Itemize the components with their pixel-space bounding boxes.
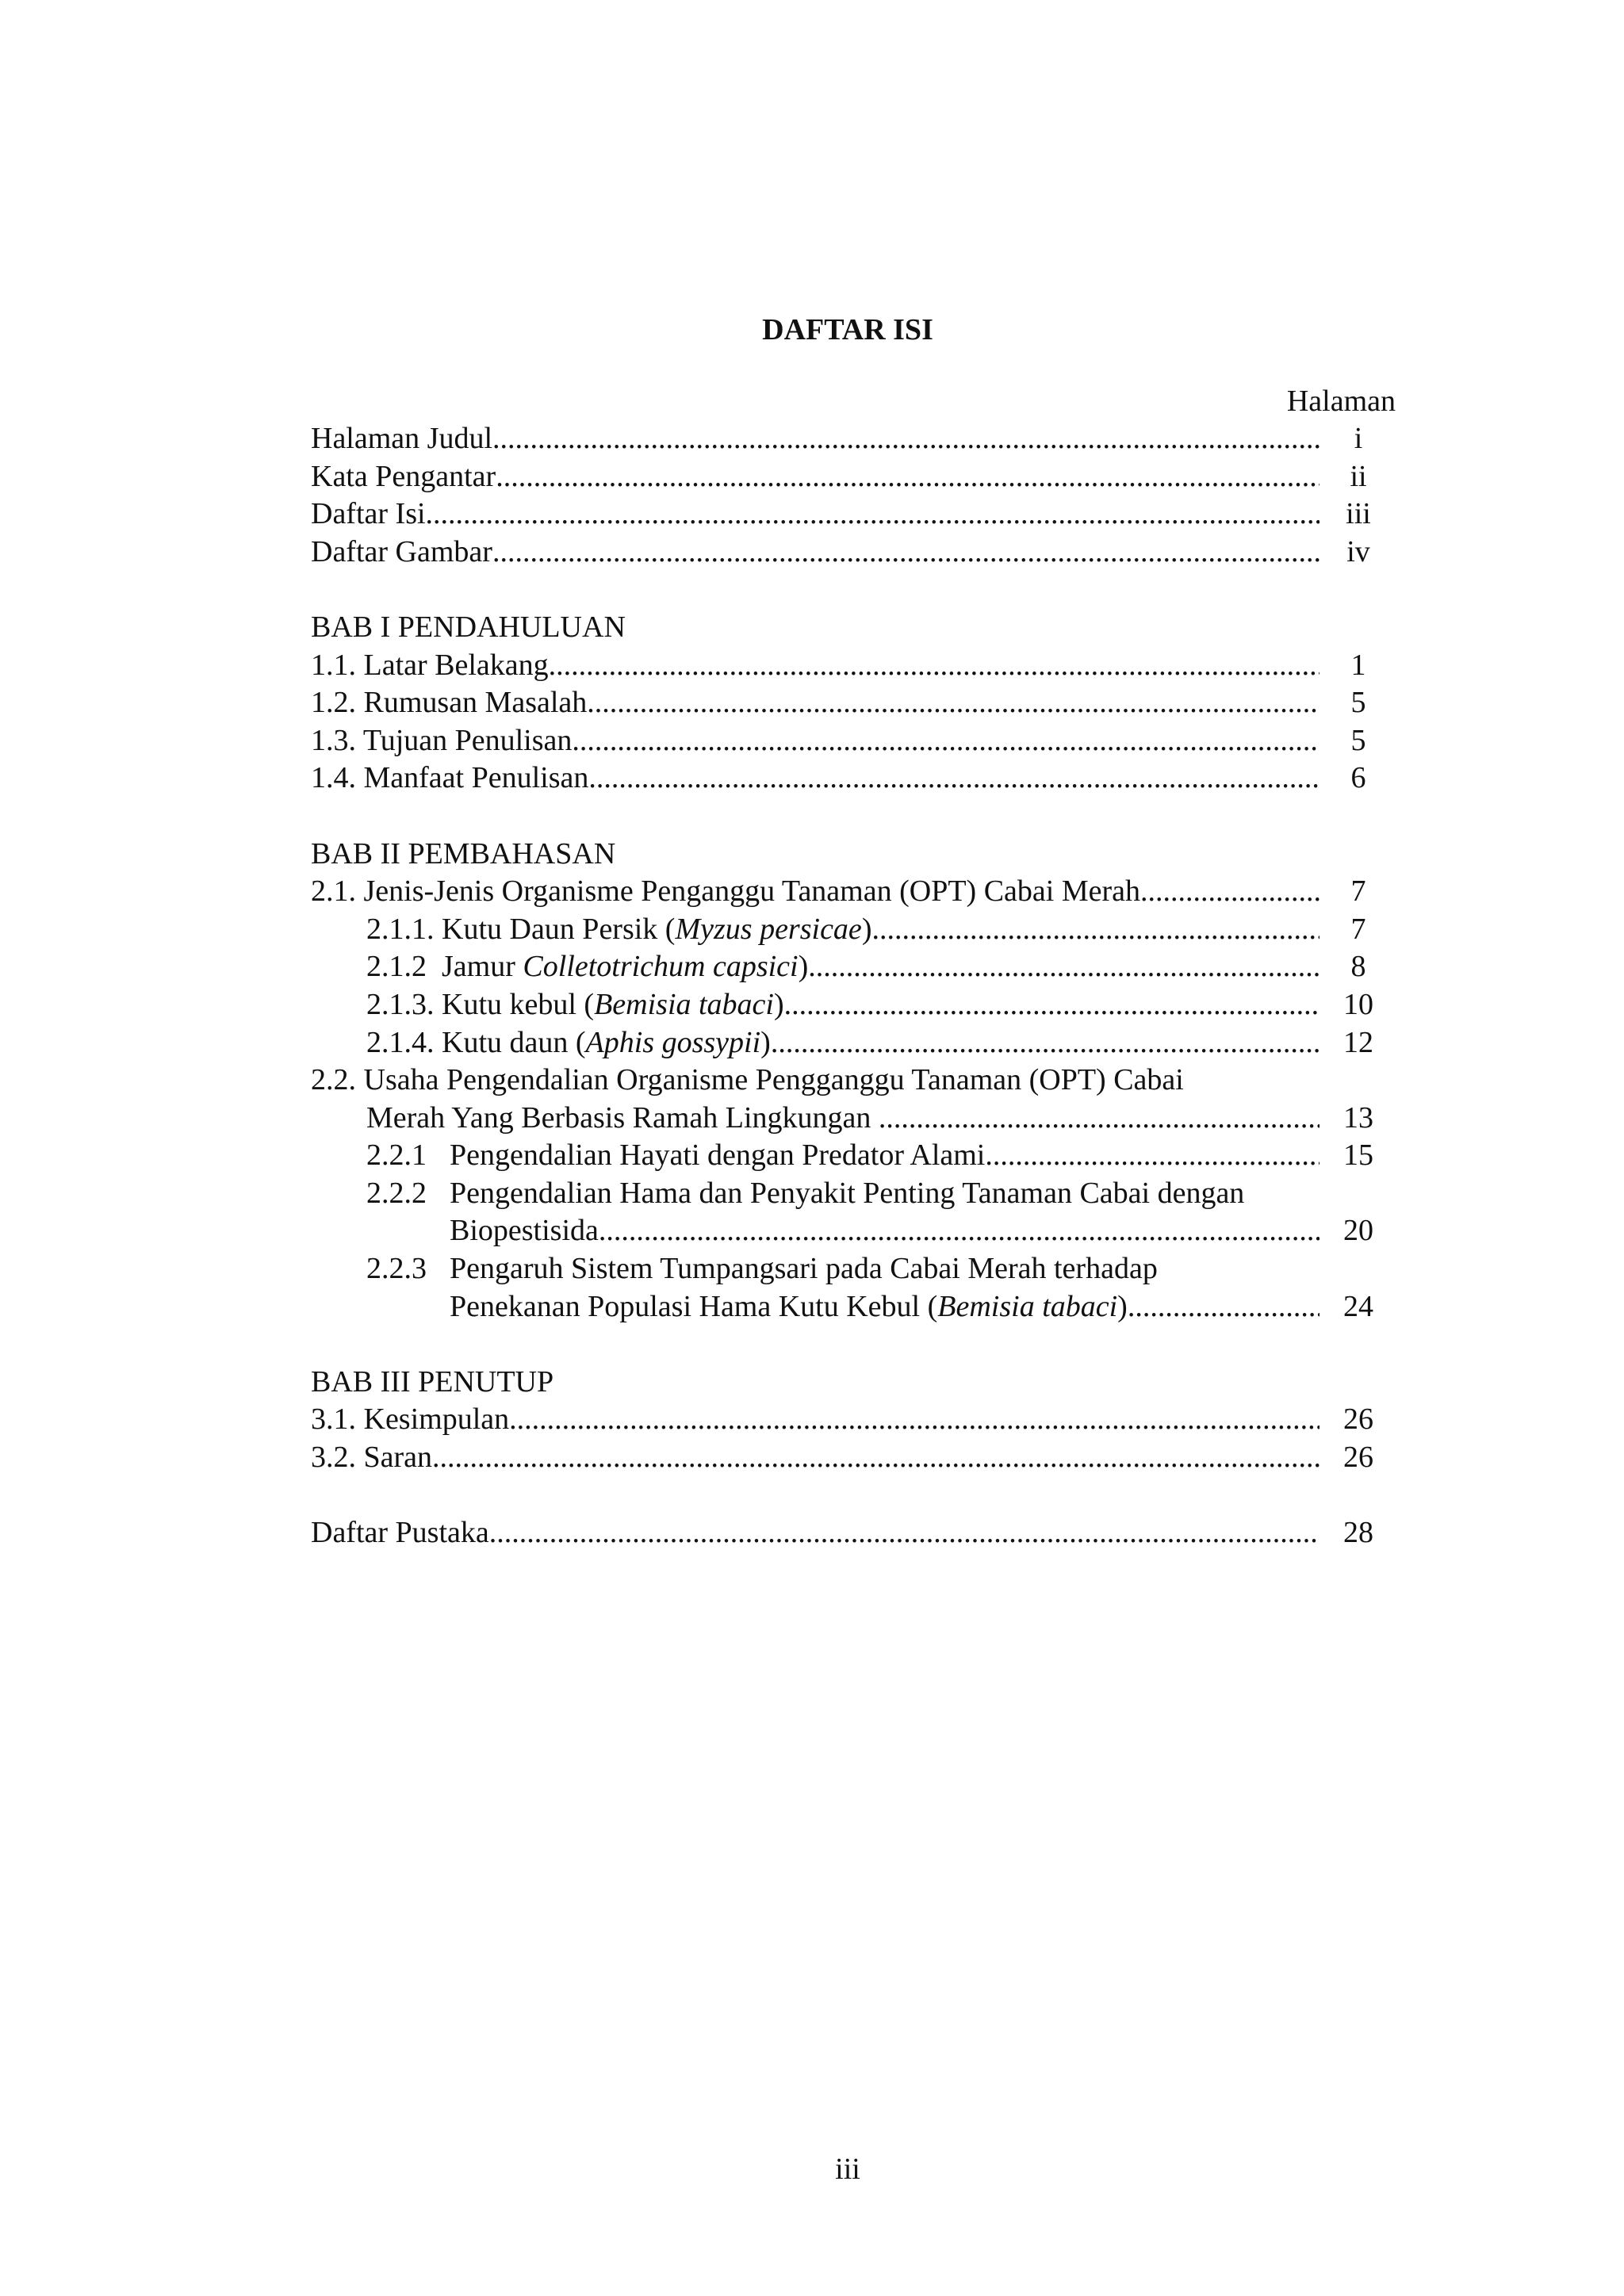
toc-entry-2-2-1[interactable] [311,1137,1397,1175]
toc-entry-label: Daftar Pustaka [311,1516,489,1550]
toc-entry-2-2-2[interactable] [311,1175,1397,1213]
toc-entry-page: 20 [1343,1214,1373,1248]
scientific-name: Myzus persicae [675,912,862,946]
chapter-heading-label: BAB III PENUTUP [311,1364,554,1399]
label-text: Pengendalian Hayati dengan Predator Alami [450,1138,986,1173]
toc-entry-label: 2.2. Usaha Pengendalian Organisme Pengganggu Tanaman (OPT) Cabai [311,1063,1184,1097]
chapter-heading-bab2[interactable] [311,836,1397,874]
toc-entry-label [450,1288,1128,1326]
leader-dots [426,496,1320,534]
leader-dots [572,722,1320,760]
toc-entry-page: 26 [1343,1441,1373,1475]
toc-entry-2-1-1[interactable] [311,911,1397,949]
page-title: DAFTAR ISI [762,313,933,346]
page-number: iii [835,2152,860,2186]
section-number: 2.2.1 [366,1138,427,1173]
label-text: Pengaruh Sistem Tumpangsari pada Cabai Merah terhadap [450,1252,1158,1286]
toc-entry-page: 5 [1350,686,1366,720]
toc-entry-halaman-judul[interactable] [311,420,1397,458]
leader-dots [492,420,1320,458]
toc-entry-page: 10 [1343,987,1373,1021]
toc-entry-daftar-isi[interactable] [311,496,1397,534]
leader-dots [509,1401,1320,1439]
toc-entry-page: 8 [1350,950,1366,984]
label-text: ) [760,1025,771,1059]
leader-dots [599,1212,1320,1250]
toc-entry-label: 3.2. Saran [311,1441,433,1475]
toc-entry-1-3[interactable] [311,722,1397,760]
leader-dots [587,684,1320,722]
toc-entry-page: 7 [1350,874,1366,909]
scientific-name: Colletotrichum capsici [523,950,799,984]
toc-entry-page: 26 [1343,1402,1373,1437]
toc-entry-kata-pengantar[interactable] [311,458,1397,496]
toc-entry-2-1-3[interactable] [311,986,1397,1024]
leader-dots [588,760,1320,798]
label-text: ) [1117,1289,1128,1323]
toc-entry-page: iv [1346,534,1370,568]
chapter-heading-bab1[interactable] [311,609,1397,647]
label-text: 2.1.1. Kutu Daun Persik ( [366,912,676,946]
toc-entry-label: Kata Pengantar [311,459,496,493]
toc-entry-page: 28 [1343,1516,1373,1550]
toc-entry-page: i [1354,422,1363,455]
toc-entry-label: Merah Yang Berbasis Ramah Lingkungan [366,1100,879,1135]
label-text: 2.1.2 Jamur [366,950,523,984]
toc-entry-page: ii [1350,459,1367,493]
toc-entry-label [366,948,808,986]
table-of-contents [311,382,1397,1552]
toc-entry-label [366,1024,771,1062]
toc-entry-1-1[interactable] [311,647,1397,685]
leader-dots [879,1100,1320,1138]
label-text: ) [773,987,784,1021]
toc-entry-label: Halaman Judul [311,422,493,455]
section-number: 2.2.3 [366,1252,427,1286]
toc-entry-2-2-2-continued[interactable] [311,1212,1397,1250]
toc-entry-daftar-gambar[interactable] [311,534,1397,572]
toc-entry-label [366,1175,1244,1213]
leader-dots [985,1137,1320,1175]
toc-entry-2-2-continued[interactable] [311,1100,1397,1138]
page-column-header: Halaman [1286,385,1396,418]
toc-entry-2-2-3[interactable] [311,1250,1397,1288]
toc-entry-page: 5 [1350,723,1366,757]
chapter-heading-bab3[interactable] [311,1364,1397,1402]
toc-entry-page: 24 [1343,1289,1373,1323]
leader-dots [549,647,1320,685]
leader-dots [432,1439,1320,1477]
toc-entry-label [366,1250,1158,1288]
leader-dots [808,948,1320,986]
label-text: Penekanan Populasi Hama Kutu Kebul ( [450,1289,938,1323]
label-text: Pengendalian Hama dan Penyakit Penting Tanaman Cabai dengan [450,1176,1245,1210]
leader-dots [871,911,1320,949]
leader-dots [489,1514,1320,1552]
toc-entry-page: 12 [1343,1025,1373,1059]
label-text: 2.1.4. Kutu daun ( [366,1025,586,1059]
toc-entry-2-1-4[interactable] [311,1024,1397,1062]
toc-entry-label: Biopestisida [450,1214,599,1248]
toc-entry-label [366,986,784,1024]
toc-entry-1-4[interactable] [311,760,1397,798]
toc-entry-page: 15 [1343,1138,1373,1173]
leader-dots [771,1024,1320,1062]
spacer [311,1477,1397,1515]
leader-dots [492,534,1320,572]
toc-entry-3-2[interactable] [311,1439,1397,1477]
toc-entry-label: 1.4. Manfaat Penulisan [311,761,589,795]
leader-dots [1128,1288,1320,1326]
toc-entry-label: 1.3. Tujuan Penulisan [311,723,573,757]
toc-entry-label [366,911,871,949]
toc-entry-page: 13 [1343,1100,1373,1135]
toc-entry-page: iii [1346,497,1371,531]
section-number: 2.2.2 [366,1176,427,1210]
toc-entry-daftar-pustaka[interactable] [311,1514,1397,1552]
leader-dots [784,986,1320,1024]
leader-dots [496,458,1320,496]
toc-entry-label: 1.1. Latar Belakang [311,648,549,682]
toc-entry-label: 1.2. Rumusan Masalah [311,686,588,720]
toc-entry-page: 1 [1350,648,1366,682]
spacer [311,1326,1397,1364]
toc-entry-page: 6 [1350,761,1366,795]
toc-entry-3-1[interactable] [311,1401,1397,1439]
spacer [311,798,1397,836]
spacer [311,571,1397,609]
label-text: ) [861,912,872,946]
chapter-heading-label: BAB I PENDAHULUAN [311,610,626,644]
scientific-name: Bemisia tabaci [937,1289,1118,1323]
toc-entry-1-2[interactable] [311,684,1397,722]
label-text: 2.1.3. Kutu kebul ( [366,987,595,1021]
toc-entry-label: Daftar Isi [311,497,426,531]
scientific-name: Aphis gossypii [585,1025,761,1059]
toc-entry-label: 2.1. Jenis-Jenis Organisme Penganggu Tanaman (OPT) Cabai Merah [311,874,1141,909]
toc-entry-2-2[interactable] [311,1062,1397,1100]
toc-entry-label [366,1137,985,1175]
toc-entry-label: Daftar Gambar [311,534,492,568]
toc-entry-2-1[interactable] [311,873,1397,911]
toc-entry-page: 7 [1350,912,1366,946]
scientific-name: Bemisia tabaci [594,987,774,1021]
toc-entry-2-2-3-continued[interactable] [311,1288,1397,1326]
toc-entry-2-1-2[interactable] [311,948,1397,986]
toc-entry-label: 3.1. Kesimpulan [311,1402,510,1437]
label-text: ) [798,950,809,984]
chapter-heading-label: BAB II PEMBAHASAN [311,836,616,871]
leader-dots [1140,873,1320,911]
